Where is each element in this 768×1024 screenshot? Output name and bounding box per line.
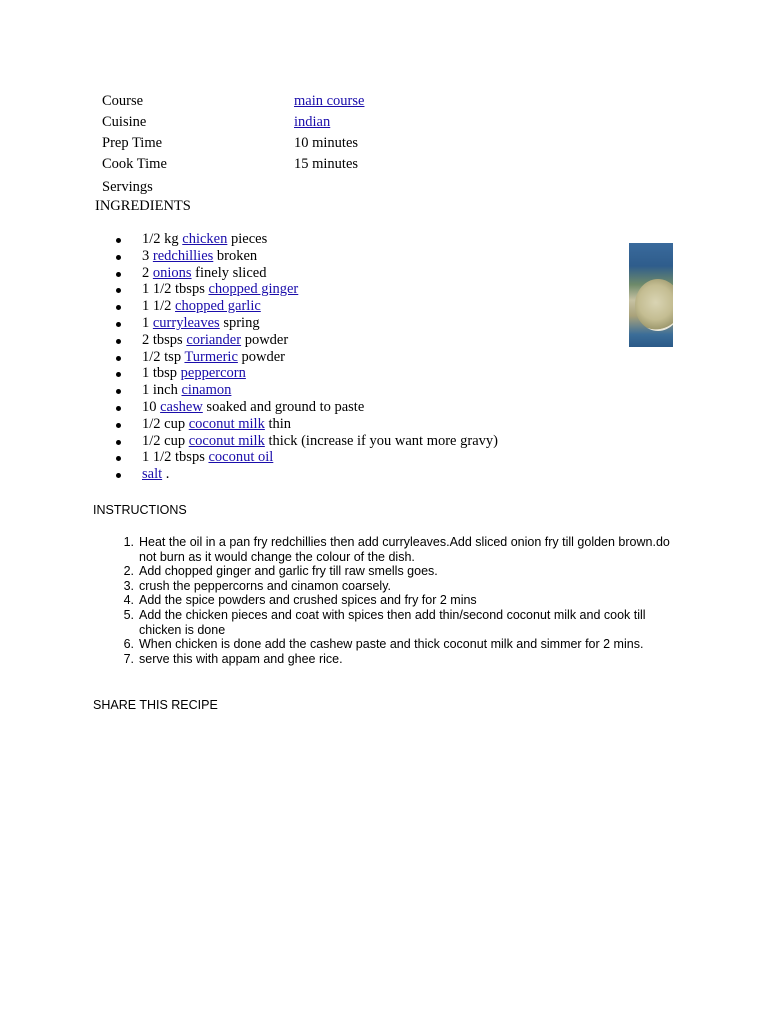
ingredient-qty: 1/2 kg [142, 231, 183, 247]
ingredient-qty: 1 tbsp [142, 365, 181, 382]
step-text: Heat the oil in a pan fry redchillies then add curryleaves.Add sliced onion fry till golden brown.do not burn as it would change the colour of the dish. [139, 535, 670, 564]
ingredient-note: pieces [227, 231, 268, 247]
ingredient-text [142, 315, 260, 332]
ingredient-note: . [162, 466, 170, 483]
ingredient-qty: 2 [142, 264, 153, 281]
bullet-icon [116, 456, 121, 461]
instruction-step [110, 535, 690, 564]
bullet-icon [116, 406, 121, 411]
ingredient-qty: 1 1/2 tbsps [142, 281, 209, 298]
meta-key: Prep Time [102, 135, 163, 151]
ingredient-link[interactable]: chicken [182, 231, 228, 247]
bullet-icon [116, 339, 121, 344]
ingredient-note: finely sliced [191, 264, 267, 281]
ingredient-link[interactable]: peppercorn [180, 365, 246, 382]
ingredient-text [142, 332, 288, 349]
instruction-step [110, 652, 690, 667]
bullet-icon [116, 440, 121, 445]
bullet-icon [116, 255, 121, 260]
ingredient-text [142, 298, 261, 315]
share-recipe-label[interactable]: SHARE THIS RECIPE [93, 698, 218, 712]
step-number: 3. [123, 578, 134, 593]
ingredient-qty: 10 [142, 398, 161, 415]
prep-time-value: 10 minutes [294, 135, 359, 151]
bullet-icon [116, 372, 121, 377]
instruction-step [110, 579, 690, 594]
bullet-icon [116, 423, 121, 428]
ingredient-note: thick (increase if you want more gravy) [264, 432, 498, 449]
ingredient-text [142, 449, 273, 466]
ingredient-text [142, 416, 291, 433]
ingredient-note: soaked and ground to paste [202, 398, 365, 415]
meta-key: Cuisine [102, 114, 147, 130]
step-number: 7. [123, 651, 134, 666]
bullet-icon [116, 288, 121, 293]
bullet-icon [116, 322, 121, 327]
ingredient-text [142, 231, 267, 248]
ingredient-text [142, 466, 169, 483]
course-link[interactable]: main course [294, 93, 365, 109]
ingredient-qty: 1 [142, 314, 153, 331]
bullet-icon [116, 305, 121, 310]
curry-bowl-icon [635, 279, 673, 331]
cuisine-link[interactable]: indian [294, 114, 331, 130]
bullet-icon [116, 272, 121, 277]
ingredient-note: powder [241, 331, 289, 348]
ingredient-link[interactable]: coconut oil [208, 449, 274, 466]
instruction-step [110, 637, 690, 652]
step-text: Add the spice powders and crushed spices and fry for 2 mins [139, 593, 477, 608]
bullet-icon [116, 356, 121, 361]
step-number: 1. [123, 535, 134, 549]
ingredient-link[interactable]: coriander [186, 331, 242, 348]
step-text: When chicken is done add the cashew paste and thick coconut milk and simmer for 2 mins. [139, 637, 644, 652]
ingredient-text [142, 399, 364, 416]
ingredient-text [142, 349, 285, 366]
step-text: serve this with appam and ghee rice. [139, 651, 343, 666]
ingredient-link[interactable]: chopped ginger [208, 281, 299, 298]
step-text: Add the chicken pieces and coat with spices then add thin/second coconut milk and cook till chicken is done [139, 607, 646, 637]
recipe-photo[interactable] [629, 243, 673, 347]
step-text: crush the peppercorns and cinamon coarsely. [139, 578, 391, 593]
ingredient-text [142, 433, 498, 450]
ingredients-heading: INGREDIENTS [95, 198, 191, 214]
ingredient-qty: 2 tbsps [142, 331, 187, 348]
ingredient-text [142, 281, 298, 298]
ingredient-qty: 1/2 tsp [142, 348, 185, 365]
ingredient-note: spring [219, 314, 260, 331]
bullet-icon [116, 238, 121, 243]
ingredient-qty: 1/2 cup [142, 415, 189, 432]
ingredient-qty: 1 inch [142, 382, 182, 399]
ingredient-text [142, 365, 246, 382]
ingredient-link[interactable]: redchillies [152, 247, 214, 264]
step-number: 6. [123, 637, 134, 652]
ingredient-link[interactable]: coconut milk [188, 432, 265, 449]
step-number: 4. [123, 593, 134, 608]
ingredient-link[interactable]: Turmeric [184, 348, 238, 365]
meta-key: Course [102, 93, 144, 109]
ingredient-link[interactable]: cinamon [181, 382, 232, 399]
ingredient-qty: 3 [142, 247, 153, 264]
ingredient-text [142, 248, 257, 265]
ingredient-qty: 1 1/2 [142, 298, 176, 315]
instruction-step [110, 608, 690, 637]
ingredient-qty: 1/2 cup [142, 432, 189, 449]
ingredient-link[interactable]: chopped garlic [175, 298, 261, 315]
ingredient-link[interactable]: salt [142, 466, 163, 483]
meta-key: Cook Time [102, 156, 167, 172]
step-number: 5. [123, 607, 134, 622]
ingredient-note: thin [264, 415, 292, 432]
bullet-icon [116, 389, 121, 394]
instruction-step [110, 593, 690, 608]
step-number: 2. [123, 564, 134, 579]
ingredient-link[interactable]: cashew [160, 398, 203, 415]
ingredient-text [142, 382, 231, 399]
step-text: Add chopped ginger and garlic fry till raw smells goes. [139, 564, 438, 579]
ingredient-note: broken [213, 247, 258, 264]
ingredient-link[interactable]: onions [152, 264, 192, 281]
ingredient-note: powder [237, 348, 286, 365]
ingredient-qty: 1 1/2 tbsps [142, 449, 209, 466]
bullet-icon [116, 473, 121, 478]
ingredient-link[interactable]: coconut milk [188, 415, 265, 432]
ingredient-link[interactable]: curryleaves [152, 314, 220, 331]
instructions-heading: INSTRUCTIONS [93, 503, 187, 517]
meta-key: Servings [102, 179, 153, 195]
instructions-list [110, 535, 690, 666]
ingredient-text [142, 265, 266, 282]
cook-time-value: 15 minutes [294, 156, 359, 172]
instruction-step [110, 564, 690, 579]
